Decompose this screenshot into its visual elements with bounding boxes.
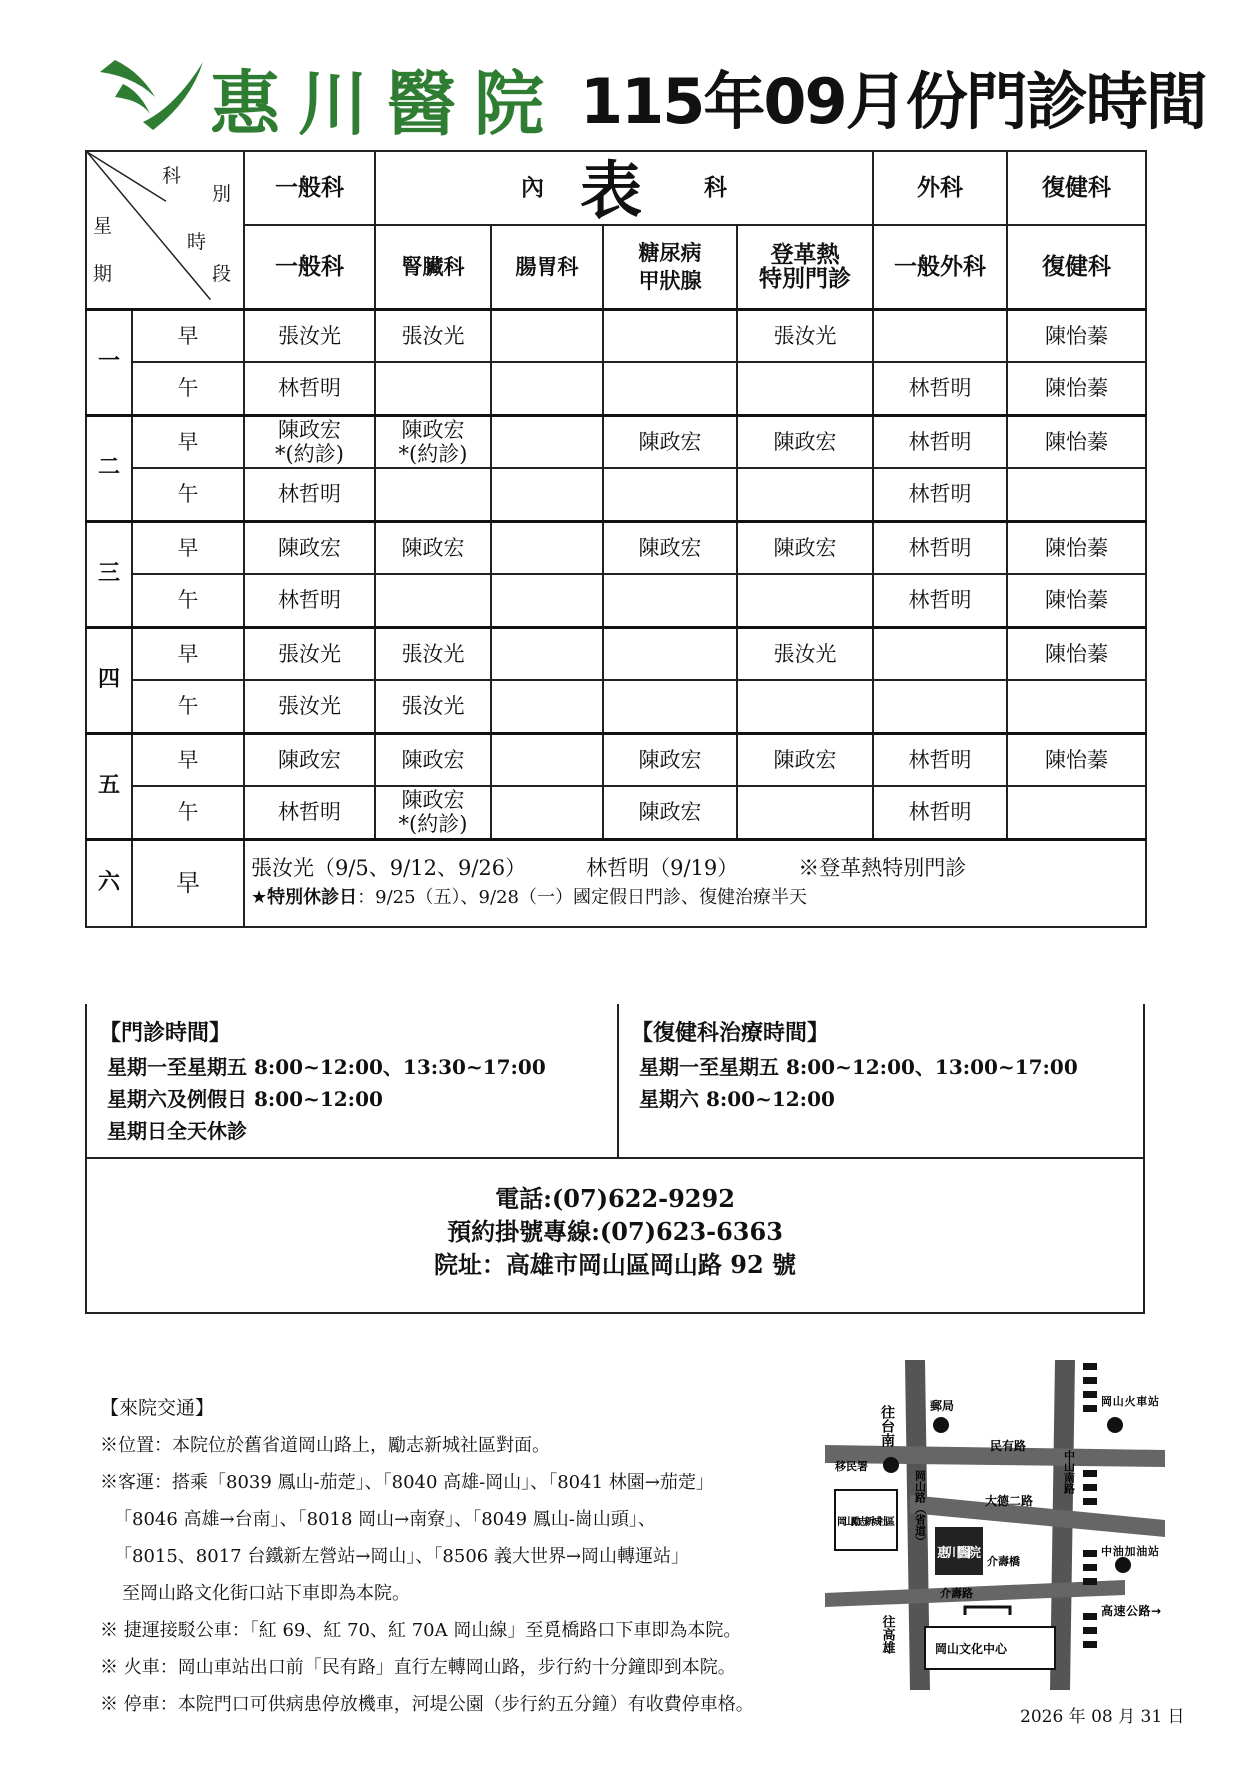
schedule-cell: 張汝光 [244,309,375,362]
schedule-cell [737,468,873,521]
sub-diabetes-thyroid: 糖尿病 甲狀腺 [603,225,737,309]
schedule-cell [491,680,603,733]
schedule-cell: 陳怡蓁 [1007,733,1146,786]
slot-label: 早 [132,733,244,786]
schedule-cell: 陳政宏 [375,733,491,786]
day-label: 六 [86,839,132,927]
header-corner [86,151,244,309]
day-label: 一 [86,309,132,415]
gas-station-marker [1115,1557,1131,1573]
schedule-cell: 林哲明 [873,574,1007,627]
saturday-doctor-note: 林哲明（9/19） [586,856,739,881]
map-label: 岡山路（省道） [913,1470,927,1547]
schedule-cell: 陳怡蓁 [1007,415,1146,468]
corner-label: 別 [212,183,232,205]
slot-label: 早 [132,309,244,362]
schedule-cell: 林哲明 [244,786,375,839]
schedule-cell: 陳政宏 *(約診) [375,415,491,468]
schedule-cell: 陳政宏 [737,521,873,574]
corner-label: 期 [93,263,113,285]
transport-line: 至岡山路文化街口站下車即為本院。 [122,1583,410,1604]
schedule-cell: 林哲明 [873,468,1007,521]
jieshou-road [825,1580,1125,1607]
schedule-cell: 陳政宏 [244,733,375,786]
map-label: 岡山火車站 [1101,1395,1159,1408]
rehab-hours [619,1004,1143,1157]
schedule-cell [737,786,873,839]
location-map [825,1355,1165,1690]
schedule-cell: 張汝光 [737,627,873,680]
schedule-cell [603,362,737,415]
transport-line: ※ 捷運接駁公車：「紅 69、紅 70、紅 70A 岡山線」至覓橋路口下車即為本院。 [100,1620,742,1641]
sub-general: 一般科 [244,225,375,309]
schedule-cell: 林哲明 [244,468,375,521]
day-label: 五 [86,733,132,839]
dept-general: 一般科 [244,151,375,225]
transport-line: ※ 停車：本院門口可供病患停放機車，河堤公園（步行約五分鐘）有收費停車格。 [100,1694,754,1715]
sub-rehab: 復健科 [1007,225,1146,309]
sub-gastro: 腸胃科 [491,225,603,309]
schedule-cell [603,627,737,680]
slot-label: 午 [132,468,244,521]
schedule-cell: 陳怡蓁 [1007,309,1146,362]
schedule-cell: 張汝光 [737,309,873,362]
schedule-cell [375,574,491,627]
schedule-cell: 張汝光 [244,627,375,680]
day-label: 三 [86,521,132,627]
clinic-hours [87,1004,619,1157]
map-label: 往高雄 [879,1615,895,1654]
saturday-notes [244,839,1146,927]
clinic-hours-title: 【門診時間】 [99,1021,232,1046]
schedule-cell: 張汝光 [244,680,375,733]
slot-label: 早 [132,839,244,927]
schedule-cell [491,733,603,786]
closure-text: ：9/25（五）、9/28（一）國定假日門診、復健治療半天 [357,887,807,909]
booking-number: 預約掛號專線:(07)623-6363 [447,1217,783,1246]
map-label: 惠川醫院 [937,1546,981,1561]
issue-date: 2026 年 08 月 31 日 [1020,1707,1185,1727]
schedule-cell [1007,786,1146,839]
day-label: 四 [86,627,132,733]
schedule-cell: 林哲明 [873,733,1007,786]
schedule-cell [603,468,737,521]
schedule-cell: 陳政宏 *(約診) [244,415,375,468]
corner-label: 星 [93,215,113,237]
address: 院址：高雄市岡山區岡山路 92 號 [433,1250,797,1279]
corner-label: 時 [187,231,207,253]
schedule-cell [873,680,1007,733]
map-label: 民有路 [990,1439,1027,1453]
clinic-hours-line: 星期六及例假日 8:00~12:00 [107,1087,383,1111]
schedule-cell: 張汝光 [375,309,491,362]
rehab-hours-title: 【復健科治療時間】 [631,1021,830,1046]
schedule-cell [1007,680,1146,733]
map-label: 介壽橋 [987,1555,1020,1568]
map-label: 中油加油站 [1101,1545,1159,1558]
slot-label: 午 [132,786,244,839]
hospital-name: 惠川醫院 [210,63,562,145]
schedule-cell [491,521,603,574]
sub-dengue-special: 登革熱 特別門診 [737,225,873,309]
corner-label: 段 [212,263,232,285]
schedule-cell: 陳政宏 [737,415,873,468]
dept-rehab: 復健科 [1007,151,1146,225]
map-label: 岡山文化中心 [935,1642,1008,1656]
dengue-note: ※登革熱特別門診 [798,856,967,881]
schedule-cell: 林哲明 [873,415,1007,468]
schedule-cell [375,362,491,415]
slot-label: 午 [132,362,244,415]
schedule-cell: 陳政宏 [603,733,737,786]
schedule-cell [491,627,603,680]
day-label: 二 [86,415,132,521]
transport-line: 「8046 高雄→台南」、「8018 岡山→南寮」、「8049 鳳山-崗山頭」、 [114,1509,656,1530]
slot-label: 午 [132,680,244,733]
schedule-cell: 陳政宏 [603,786,737,839]
sub-general-surgery: 一般外科 [873,225,1007,309]
schedule-cell [603,574,737,627]
schedule-title: 115年09月份門診時間表 [580,65,1206,227]
schedule-cell: 陳政宏 [603,415,737,468]
hours-box [85,1004,1145,1159]
schedule-cell: 陳怡蓁 [1007,521,1146,574]
saturday-doctor-note: 張汝光（9/5、9/12、9/26） [251,856,527,881]
clinic-hours-line: 星期日全天休診 [107,1119,247,1143]
map-label: 往台南 [879,1405,895,1447]
schedule-cell: 陳政宏 *(約診) [375,786,491,839]
clinic-schedule-table [85,150,1147,928]
slot-label: 早 [132,521,244,574]
map-label: 介壽路 [940,1587,973,1600]
station-marker [1107,1417,1123,1433]
schedule-cell [603,680,737,733]
transport-info [100,1390,820,1723]
schedule-cell [491,415,603,468]
sub-nephrology: 腎臟科 [375,225,491,309]
schedule-cell: 陳政宏 [603,521,737,574]
dept-surgery: 外科 [873,151,1007,225]
transport-line: ※位置：本院位於舊省道岡山路上，勵志新城社區對面。 [100,1435,550,1456]
rehab-hours-line: 星期一至星期五 8:00~12:00、13:00~17:00 [639,1055,1078,1079]
map-label: 岡山勵志新城社區 [837,1517,895,1528]
schedule-cell: 陳政宏 [737,733,873,786]
schedule-cell [737,574,873,627]
transport-line: 「8015、8017 台鐵新左營站→岡山」、「8506 義大世界→岡山轉運站」 [114,1546,690,1567]
schedule-cell [603,309,737,362]
schedule-cell: 陳怡蓁 [1007,362,1146,415]
schedule-cell: 林哲明 [873,521,1007,574]
map-label: 郵局 [930,1399,955,1413]
schedule-cell: 林哲明 [873,786,1007,839]
transport-line: ※ 火車：岡山車站出口前「民有路」直行左轉岡山路，步行約十分鐘即到本院。 [100,1657,736,1678]
schedule-cell [375,468,491,521]
slot-label: 午 [132,574,244,627]
schedule-cell [491,309,603,362]
dept-internal: 內 科 [375,151,873,225]
rehab-hours-line: 星期六 8:00~12:00 [639,1087,835,1111]
immigration-marker [883,1457,899,1473]
slot-label: 早 [132,627,244,680]
schedule-cell: 林哲明 [873,362,1007,415]
schedule-cell [873,627,1007,680]
schedule-cell: 陳怡蓁 [1007,627,1146,680]
schedule-cell [737,680,873,733]
schedule-cell [491,468,603,521]
phone-number: 電話:(07)622-9292 [495,1184,735,1213]
schedule-cell: 陳怡蓁 [1007,574,1146,627]
transport-title: 【來院交通】 [100,1397,215,1419]
schedule-cell: 陳政宏 [244,521,375,574]
schedule-cell [491,574,603,627]
bridge-icon [965,1607,1010,1615]
map-label: 大德二路 [985,1494,1034,1508]
schedule-cell [491,362,603,415]
schedule-cell [873,309,1007,362]
transport-line: ※客運：搭乘「8039 鳳山-茄萣」、「8040 高雄-岡山」、「8041 林園→茄萣」 [100,1472,714,1493]
map-label: 移民署 [835,1460,868,1473]
post-office-marker [933,1417,949,1433]
closure-label: ★特別休診日 [251,887,358,909]
slot-label: 早 [132,415,244,468]
schedule-cell: 陳政宏 [375,521,491,574]
schedule-cell [737,362,873,415]
map-label: 高速公路→ [1101,1604,1161,1618]
schedule-cell: 張汝光 [375,680,491,733]
contact-box [85,1157,1145,1314]
schedule-cell: 張汝光 [375,627,491,680]
clinic-hours-line: 星期一至星期五 8:00~12:00、13:30~17:00 [107,1055,546,1079]
schedule-cell: 林哲明 [244,574,375,627]
hospital-logo-icon [95,52,205,132]
schedule-cell: 林哲明 [244,362,375,415]
map-label: 中山南路 [1062,1450,1076,1494]
schedule-cell [1007,468,1146,521]
corner-label: 科 [162,165,182,187]
schedule-cell [491,786,603,839]
